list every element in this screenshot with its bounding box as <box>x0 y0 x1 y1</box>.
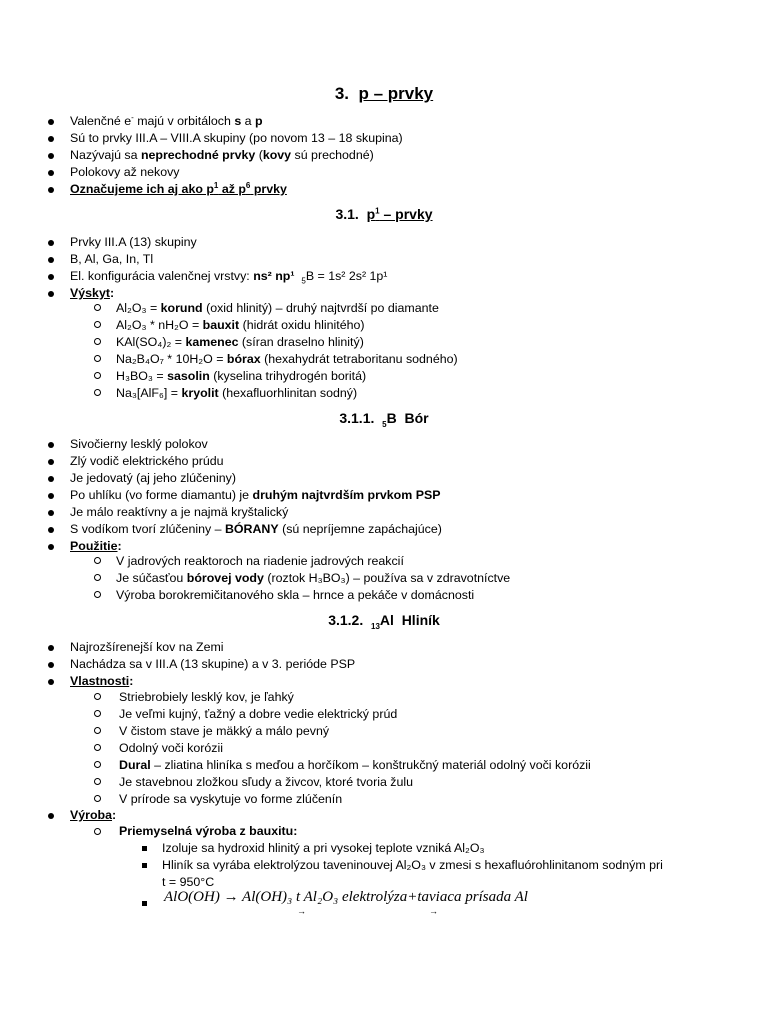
square-bullet <box>142 863 147 868</box>
al-vlastnost-1: Striebrobiely lesklý kov, je ľahký <box>119 690 294 704</box>
vyskyt-item-3: KAl(SO₄)₂ = kamenec (síran draselno hlinitý) <box>116 335 364 349</box>
vyroba-item-2-cont: t = 950°C <box>162 875 215 889</box>
bullet <box>48 662 54 668</box>
page-title <box>0 84 768 104</box>
bullet <box>48 476 54 482</box>
vyroba-subheading: Priemyselná výroba z bauxitu: <box>119 824 298 838</box>
intro-item-2: Sú to prvky III.A – VIII.A skupiny (po novom 13 – 18 skupina) <box>70 131 403 145</box>
al-vlastnost-6: Je stavebnou zložkou sľudy a živcov, ktoré tvoria žulu <box>119 775 414 789</box>
square-bullet <box>142 901 147 906</box>
bullet <box>48 527 54 533</box>
bor-item-5: Je málo reaktívny a je najmä kryštalický <box>70 505 289 519</box>
sec31-item-1: Prvky III.A (13) skupiny <box>70 235 197 249</box>
bor-pouzitie-label: Použitie: <box>70 539 122 553</box>
bullet <box>48 170 54 176</box>
sub-bullet <box>94 591 101 598</box>
sub-bullet <box>94 778 101 785</box>
reaction-equation: AlO(OH) → Al(OH)₃ t Al₂O₃ elektrolýza+taviaca prísada Al <box>164 889 528 905</box>
al-vlastnost-4: Odolný voči korózii <box>119 741 223 755</box>
sub-bullet <box>94 304 101 311</box>
bullet <box>48 544 54 550</box>
bullet <box>48 493 54 499</box>
sub-bullet <box>94 574 101 581</box>
bullet <box>48 679 54 685</box>
vyroba-item-2: Hliník sa vyrába elektrolýzou taveninouvej Al₂O₃ v zmesi s hexafluórohlinitanom sodným pri <box>162 858 663 872</box>
sub-bullet <box>94 744 101 751</box>
bullet <box>48 240 54 246</box>
title-number: 3. <box>334 84 350 103</box>
bor-item-1: Sivočierny lesklý polokov <box>70 437 208 451</box>
sub-bullet <box>94 693 101 700</box>
sub-bullet <box>94 727 101 734</box>
bullet <box>48 645 54 651</box>
bor-pouzitie-1: V jadrových reaktoroch na riadenie jadrových reakcií <box>116 554 404 568</box>
vyroba-item-1: Izoluje sa hydroxid hlinitý a pri vysokej teplote vzniká Al₂O₃ <box>162 841 485 855</box>
bullet <box>48 510 54 516</box>
title-text: p – prvky <box>358 84 434 103</box>
intro-item-3: Nazývajú sa neprechodné prvky (kovy sú prechodné) <box>70 148 374 162</box>
bullet <box>48 187 54 193</box>
section-heading-3-1: 3.1. $p^1$ – prvky <box>335 206 433 222</box>
sub-bullet <box>94 389 101 396</box>
bor-item-3: Je jedovatý (aj jeho zlúčeniny) <box>70 471 236 485</box>
sub-bullet <box>94 321 101 328</box>
square-bullet <box>142 846 147 851</box>
bullet <box>48 119 54 125</box>
arrow-mark: → <box>297 906 306 916</box>
section-heading-3-1-1: 3.1.1. $_5$B Bór <box>339 410 429 429</box>
bor-pouzitie-2: Je súčasťou bórovej vody (roztok H₃BO₃) – používa sa v zdravotníctve <box>116 571 511 585</box>
bullet <box>48 442 54 448</box>
bullet <box>48 813 54 819</box>
sub-bullet <box>94 355 101 362</box>
intro-item-1: Valenčné e- majú v orbitáloch s a p <box>70 112 263 128</box>
sec31-item-2: B, Al, Ga, In, Tl <box>70 252 154 266</box>
vyskyt-item-1: Al₂O₃ = korund (oxid hlinitý) – druhý najtvrdší po diamante <box>116 301 439 315</box>
sub-bullet <box>94 557 101 564</box>
al-vlastnost-7: V prírode sa vyskytuje vo forme zlúčenín <box>119 792 343 806</box>
al-item-2: Nachádza sa v III.A (13 skupine) a v 3. perióde PSP <box>70 657 356 671</box>
sub-bullet <box>94 795 101 802</box>
sub-bullet <box>94 828 101 835</box>
bullet <box>48 291 54 297</box>
bor-item-6: S vodíkom tvorí zlúčeniny – BÓRANY (sú nepríjemne zapáchajúce) <box>70 522 442 536</box>
al-vlastnost-2: Je veľmi kujný, ťažný a dobre vedie elektrický prúd <box>119 707 398 721</box>
sub-bullet <box>94 338 101 345</box>
sub-bullet <box>94 761 101 768</box>
bullet <box>48 459 54 465</box>
arrow-mark: → <box>429 906 438 916</box>
bor-item-4: Po uhlíku (vo forme diamantu) je druhým najtvrdším prvkom PSP <box>70 488 441 502</box>
vyskyt-item-2: Al₂O₃ * nH₂O = bauxit (hidrát oxidu hlinitého) <box>116 318 365 332</box>
bullet <box>48 153 54 159</box>
vyskyt-item-6: Na₃[AlF₆] = kryolit (hexafluorhlinitan sodný) <box>116 386 358 400</box>
sub-bullet <box>94 710 101 717</box>
bor-item-2: Zlý vodič elektrického prúdu <box>70 454 224 468</box>
sec31-item-3: El. konfigurácia valenčnej vrstvy: ns² np¹ $_5$B = 1s² 2s² 1p¹ <box>70 269 388 286</box>
bullet <box>48 274 54 280</box>
al-vlastnost-5: Dural – zliatina hliníka s meďou a horčíkom – konštrukčný materiál odolný voči korózii <box>119 758 591 772</box>
intro-item-4: Polokovy až nekovy <box>70 165 180 179</box>
vyskyt-label: Výskyt: <box>70 286 115 300</box>
bullet <box>48 136 54 142</box>
bullet <box>48 257 54 263</box>
al-item-1: Najrozšírenejší kov na Zemi <box>70 640 224 654</box>
vyskyt-item-4: Na₂B₄O₇ * 10H₂O = bórax (hexahydrát tetraboritanu sodného) <box>116 352 458 366</box>
section-heading-3-1-2: 3.1.2. $_{13}$Al Hliník <box>328 612 440 631</box>
bor-pouzitie-3: Výroba borokremičitanového skla – hrnce a pekáče v domácnosti <box>116 588 475 602</box>
sub-bullet <box>94 372 101 379</box>
vyskyt-item-5: H₃BO₃ = sasolin (kyselina trihydrogén boritá) <box>116 369 367 383</box>
intro-item-5: Označujeme ich aj ako $p^1$ až $p^6$ prvky <box>70 180 287 196</box>
al-vlastnost-3: V čistom stave je mäkký a málo pevný <box>119 724 330 738</box>
al-vlastnosti-label: Vlastnosti: <box>70 674 134 688</box>
vyroba-label: Výroba: <box>70 808 117 822</box>
